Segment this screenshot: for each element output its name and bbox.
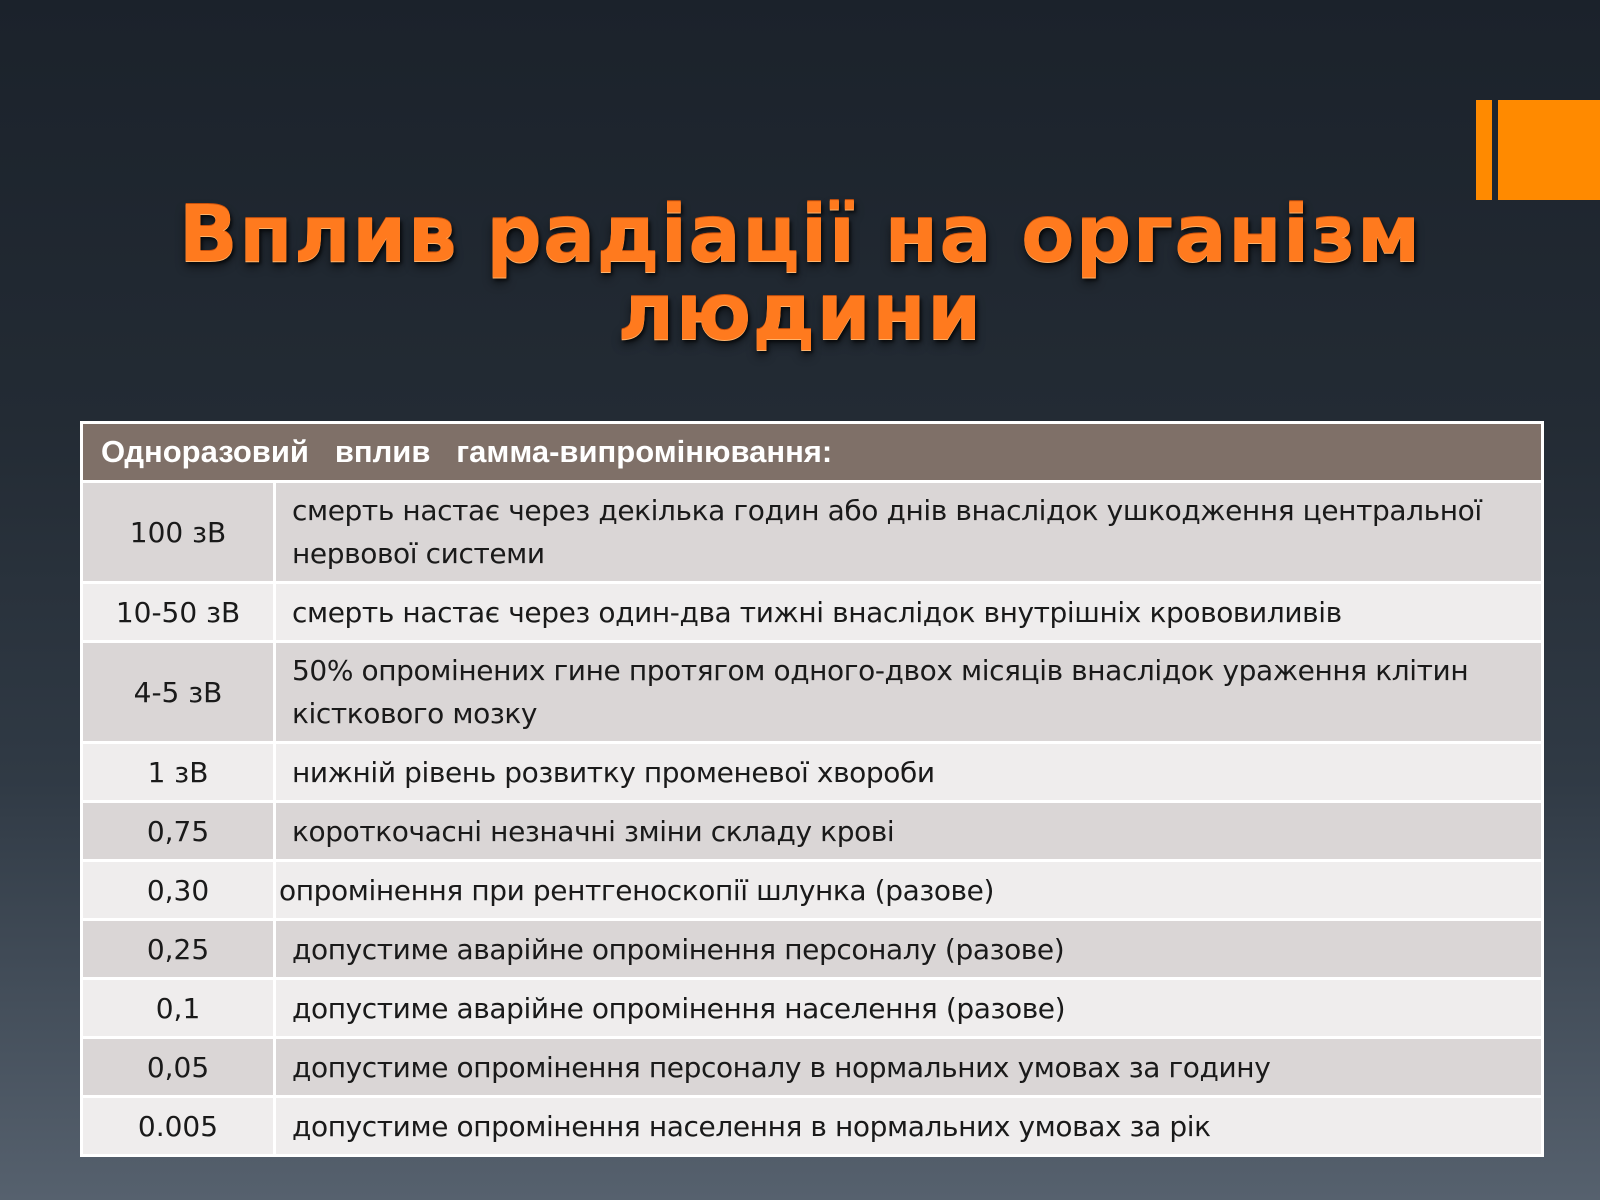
effect-text: смерть настає через один-два тижні внаслідок внутрішніх крововиливів — [292, 595, 1342, 629]
effect-cell — [275, 642, 1543, 743]
dose-cell: 0,25 — [82, 920, 275, 979]
effect-cell — [275, 979, 1543, 1038]
dose-cell: 100 зВ — [82, 482, 275, 583]
dose-cell: 0,05 — [82, 1038, 275, 1097]
table-row — [82, 583, 1543, 642]
radiation-effects-table — [80, 421, 1544, 1157]
effect-text: 50% опромінених гине протягом одного-двох місяців внаслідок ураження клітин кісткового мозку — [292, 654, 1469, 730]
effect-text: короткочасні незначні зміни складу крові — [292, 814, 895, 848]
effect-cell — [275, 1097, 1543, 1156]
dose-cell: 0,75 — [82, 802, 275, 861]
table-row — [82, 743, 1543, 802]
dose-cell: 0,30 — [82, 861, 275, 920]
table-row — [82, 861, 1543, 920]
effect-text: допустиме аварійне опромінення персоналу (разове) — [292, 932, 1065, 966]
table-header: Одноразовий вплив гамма-випромінювання: — [82, 423, 1543, 482]
dose-cell: 1 зВ — [82, 743, 275, 802]
table-row — [82, 979, 1543, 1038]
effect-text: опромінення при рентгеноскопії шлунка (разове) — [279, 873, 995, 907]
table-row — [82, 1038, 1543, 1097]
dose-cell: 10-50 зВ — [82, 583, 275, 642]
effect-cell — [275, 802, 1543, 861]
effect-text: допустиме аварійне опромінення населення (разове) — [292, 991, 1066, 1025]
dose-cell: 0.005 — [82, 1097, 275, 1156]
dose-cell: 4-5 зВ — [82, 642, 275, 743]
accent-bar-thin — [1476, 100, 1492, 200]
effect-cell — [275, 861, 1543, 920]
table-row — [82, 482, 1543, 583]
radiation-effects-table-container — [80, 421, 1544, 1157]
table-row — [82, 1097, 1543, 1156]
table-row — [82, 920, 1543, 979]
dose-cell: 0,1 — [82, 979, 275, 1038]
table-row — [82, 802, 1543, 861]
effect-text: допустиме опромінення персоналу в нормальних умовах за годину — [292, 1050, 1271, 1084]
effect-text: допустиме опромінення населення в нормальних умовах за рік — [292, 1109, 1211, 1143]
effect-cell — [275, 583, 1543, 642]
effect-text: нижній рівень розвитку променевої хвороби — [292, 755, 935, 789]
slide-title: Вплив радіації на організм людини — [178, 190, 1422, 358]
effect-cell — [275, 920, 1543, 979]
effect-cell — [275, 1038, 1543, 1097]
effect-cell — [275, 743, 1543, 802]
effect-cell — [275, 482, 1543, 583]
accent-bar-block — [1498, 100, 1600, 200]
effect-text: смерть настає через декілька годин або днів внаслідок ушкодження центральної нервової системи — [292, 494, 1482, 570]
table-row — [82, 642, 1543, 743]
